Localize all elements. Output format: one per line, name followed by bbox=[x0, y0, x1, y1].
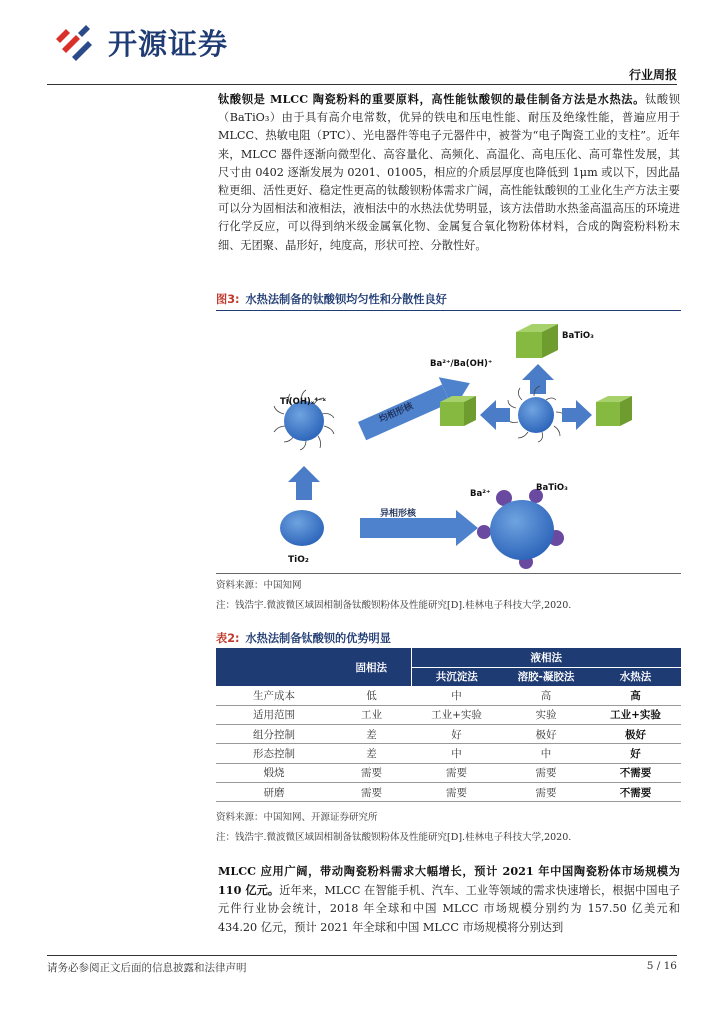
row-name: 形态控制 bbox=[216, 744, 332, 763]
table-note: 注：钱浩宇.微波微区域固相制备钛酸钡粉体及性能研究[D].桂林电子科技大学,2020. bbox=[216, 832, 572, 843]
row-name: 适用范围 bbox=[216, 705, 332, 724]
batio3-bottom-label: BaTiO₃ bbox=[536, 483, 568, 493]
cell-solgel: 需要 bbox=[502, 782, 590, 801]
figure-source: 资料来源：中国知网 bbox=[216, 580, 302, 591]
market-paragraph bbox=[218, 862, 680, 937]
cell-solgel: 实验 bbox=[502, 705, 590, 724]
row-name: 生产成本 bbox=[216, 686, 332, 705]
tio2-particle bbox=[280, 510, 324, 546]
hetero-particle bbox=[477, 489, 564, 569]
cell-coprecip: 中 bbox=[411, 686, 502, 705]
cell-coprecip: 需要 bbox=[411, 782, 502, 801]
header-solgel: 溶胶-凝胶法 bbox=[502, 667, 590, 686]
table-caption: 水热法制备钛酸钡的优势明显 bbox=[245, 632, 391, 645]
market-lead: MLCC 应用广阔，带动陶瓷粉料需求大幅增长，预计 2021 年中国陶瓷粉体市场规模为 110 亿元。 bbox=[218, 864, 680, 898]
tioh-label: Ti(OH)ₓ⁴⁻ˣ bbox=[280, 397, 327, 407]
cell-coprecip: 需要 bbox=[411, 763, 502, 782]
row-name: 研磨 bbox=[216, 782, 332, 801]
figure-caption: 水热法制备的钛酸钡均匀性和分散性良好 bbox=[245, 293, 447, 306]
cell-hydro: 高 bbox=[590, 686, 681, 705]
intro-paragraph bbox=[218, 90, 680, 255]
cell-solgel: 极好 bbox=[502, 725, 590, 744]
cell-hydro: 极好 bbox=[590, 725, 681, 744]
cell-solid: 需要 bbox=[332, 782, 411, 801]
table-row bbox=[216, 686, 681, 705]
market-body: 近年来，MLCC 在智能手机、汽车、工业等领域的需求快速增长，根据中国电子元件行业协会统计，2018 年全球和中国 MLCC 市场规模分别约为 157.50 亿美元和 434.20 亿元，预计 2021 年全球和中国 MLCC 市场规模将分别达到 bbox=[218, 884, 681, 934]
arrow-up-center bbox=[522, 364, 554, 394]
cell-solid: 需要 bbox=[332, 763, 411, 782]
arrow-right-center bbox=[562, 400, 592, 430]
ba2-label: Ba²⁺ bbox=[470, 489, 491, 499]
brand-mark-icon bbox=[52, 23, 100, 61]
batio3-cube-top bbox=[516, 324, 558, 358]
tio2-label: TiO₂ bbox=[288, 555, 309, 565]
intro-body: 钛酸钡（BaTiO₃）由于具有高介电常数，优异的铁电和压电性能、耐压及绝缘性能，普遍应用于 MLCC、热敏电阻（PTC）、光电器件等电子元器件中，被誉为“电子陶瓷工业的支柱”。近年来，MLCC 器件逐渐向微型化、高容量化、高频化、高温化、高电压化、高可靠性发展，其尺寸由 0402 逐渐发展为 0201、01005，相应的介质层厚度也降低到 1μm 或以下，因此晶粒更细、活性更好、稳定性更高的钛酸钡粉体需求广阔，高性能钛酸钡的工业化生产方法主要可以分为固相法和液相法，液相法中的水热法优势明显，该方法借助水热釜高温高压的环境进行化学反应，可以得到纳米级金属氧化物、金属复合氧化物粉体材料，合成的陶瓷粉料粉末细、无团聚、晶形好，纯度高，形状可控、分散性好。 bbox=[218, 93, 680, 252]
cell-hydro: 好 bbox=[590, 744, 681, 763]
cell-solgel: 需要 bbox=[502, 763, 590, 782]
table-row bbox=[216, 744, 681, 763]
cell-solid: 工业 bbox=[332, 705, 411, 724]
report-type: 行业周报 bbox=[628, 68, 677, 82]
cell-coprecip: 工业+实验 bbox=[411, 705, 502, 724]
header-coprecip: 共沉淀法 bbox=[411, 667, 502, 686]
brand-logo bbox=[52, 22, 228, 62]
cell-solgel: 中 bbox=[502, 744, 590, 763]
center-particle bbox=[506, 386, 566, 442]
batio3-cube-right bbox=[596, 396, 632, 426]
intro-lead: 钛酸钡是 MLCC 陶瓷粉料的重要原料，高性能钛酸钡的最佳制备方法是水热法。 bbox=[218, 92, 646, 106]
footer-divider bbox=[47, 955, 677, 956]
figure-note: 注：钱浩宇.微波微区域固相制备钛酸钡粉体及性能研究[D].桂林电子科技大学,2020. bbox=[216, 600, 572, 611]
figure-label: 图3: bbox=[216, 293, 240, 306]
cell-hydro: 不需要 bbox=[590, 782, 681, 801]
header-empty bbox=[216, 648, 332, 686]
cell-hydro: 不需要 bbox=[590, 763, 681, 782]
cell-hydro: 工业+实验 bbox=[590, 705, 681, 724]
cell-solid: 差 bbox=[332, 725, 411, 744]
homogeneous-label: 均相形核 bbox=[377, 401, 415, 426]
ba-species-label: Ba²⁺/Ba(OH)⁺ bbox=[430, 359, 493, 369]
page-number: 5 / 16 bbox=[646, 960, 677, 972]
hydrothermal-diagram bbox=[240, 318, 660, 572]
batio3-top-label: BaTiO₃ bbox=[562, 331, 594, 341]
figure-title bbox=[216, 291, 681, 311]
header-liquid: 液相法 bbox=[411, 648, 681, 667]
table-label: 表2: bbox=[216, 632, 240, 645]
arrow-up-left bbox=[288, 466, 320, 500]
row-name: 组分控制 bbox=[216, 725, 332, 744]
arrow-left-center bbox=[480, 400, 510, 430]
batio3-cube-left bbox=[440, 396, 476, 426]
cell-coprecip: 好 bbox=[411, 725, 502, 744]
advantage-table bbox=[216, 648, 681, 802]
table-row bbox=[216, 725, 681, 744]
table-title bbox=[216, 630, 681, 650]
header-solid: 固相法 bbox=[332, 648, 411, 686]
cell-solgel: 高 bbox=[502, 686, 590, 705]
brand-name: 开源证券 bbox=[108, 26, 229, 61]
cell-solid: 差 bbox=[332, 744, 411, 763]
table-row bbox=[216, 705, 681, 724]
table-row bbox=[216, 763, 681, 782]
row-name: 煅烧 bbox=[216, 763, 332, 782]
cell-solid: 低 bbox=[332, 686, 411, 705]
table-row bbox=[216, 782, 681, 801]
header-hydro: 水热法 bbox=[590, 667, 681, 686]
heterogeneous-label: 异相形核 bbox=[380, 509, 417, 519]
figure-bottom-rule bbox=[216, 573, 681, 574]
cell-coprecip: 中 bbox=[411, 744, 502, 763]
heterogeneous-arrow bbox=[360, 510, 478, 546]
table-source: 资料来源：中国知网、开源证券研究所 bbox=[216, 812, 378, 823]
header-divider bbox=[47, 84, 677, 85]
footer-disclaimer: 请务必参阅正文后面的信息披露和法律声明 bbox=[47, 962, 247, 974]
